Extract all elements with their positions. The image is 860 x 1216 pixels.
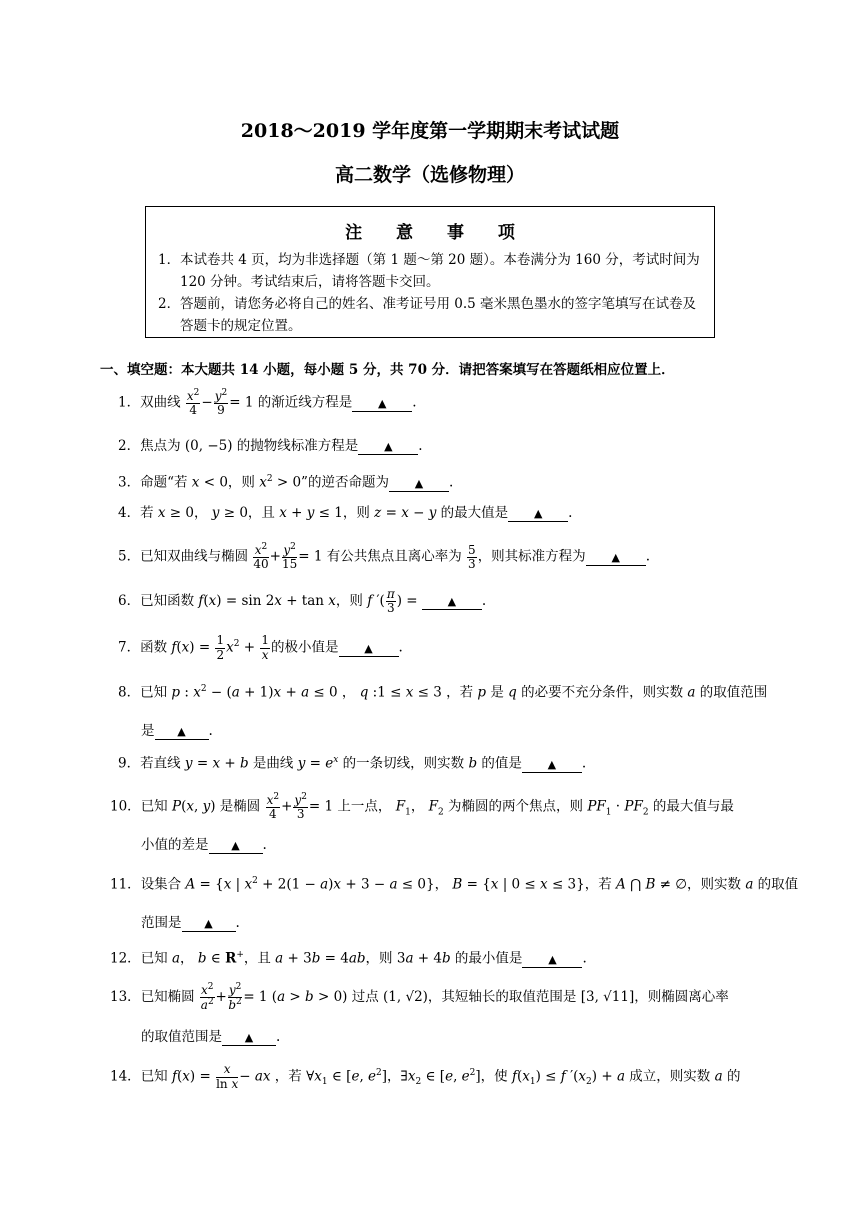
answer-blank: ▲ [358, 440, 418, 455]
notice-item-number: 2． [158, 296, 181, 312]
question-number: 10． [110, 798, 141, 815]
question-8-continuation: 是 ▲ . [141, 723, 213, 739]
answer-blank: ▲ [522, 953, 582, 968]
notice-item [158, 249, 706, 293]
fraction: $\frac{5}{3}$ [468, 542, 476, 571]
fraction: $\frac{x}{\text{ln x}}$ [216, 1062, 239, 1091]
exam-title: 2018～2019 学年度第一学期期末考试试题 [240, 120, 620, 142]
question-number: 9． [118, 755, 141, 772]
question-9: 9．若直线 y = x + b 是曲线 $y = e^x$ 的一条切线，则实数 b 的值是 ▲ . [118, 755, 587, 772]
notice-box [145, 206, 715, 338]
answer-blank: ▲ [155, 725, 209, 740]
answer-blank: ▲ [352, 397, 412, 412]
question-13: 13．已知椭圆 $\frac{x^2}{a^2}$ + $\frac{y^2}{b^2}$ = 1 (a > b > 0) 过点 (1, √2)，其短轴长的取值范围是 [3, √11]，则椭圆离心率 [110, 982, 729, 1013]
fraction: $\frac{y^2}{3}$ [294, 792, 307, 822]
fraction: $\frac{1}{x}$ [261, 633, 270, 662]
answer-blank: ▲ [389, 477, 449, 492]
question-4: 4．若 x ≥ 0， y ≥ 0，且 x + y ≤ 1，则 z = x − y 的最大值是 ▲ . [118, 505, 573, 521]
question-number: 4． [118, 505, 141, 521]
notice-item-number: 1． [158, 252, 181, 268]
question-number: 13． [110, 989, 141, 1006]
fraction: $\frac{x^2}{4}$ [266, 792, 280, 822]
question-6: 6．已知函数 f(x) = sin 2x + tan x，则 f ′( $\frac{\pi}{3}$ ) = ▲ . [118, 587, 487, 616]
question-number: 3． [118, 474, 141, 491]
answer-blank: ▲ [222, 1031, 276, 1046]
question-11: 11．设集合 A = {x | $x^2 + 2(1 - a)x + 3 - a \le 0$}， B = {x | 0 ≤ x ≤ 3}，若 A ⋂ B ≠ ∅，则实数 a 的取值 [110, 876, 799, 893]
notice-item-text: 本试卷共 4 页，均为非选择题（第 1 题～第 20 题）。本卷满分为 160 分，考试时间为 120 分钟。考试结束后，请将答题卡交回。 [180, 252, 700, 290]
notice-heading: 注 意 事 项 [345, 223, 529, 243]
question-number: 5． [118, 548, 141, 565]
question-number: 12． [110, 950, 141, 967]
fraction: $\frac{x^2}{a^2}$ [200, 982, 214, 1013]
fraction: $\frac{y^2}{15}$ [281, 542, 298, 572]
question-3: 3．命题“若 x < 0，则 $x^2 > 0$”的逆否命题为 ▲ . [118, 474, 454, 491]
notice-item-text: 答题前，请您务必将自己的姓名、准考证号用 0.5 毫米黑色墨水的签字笔填写在试卷及答题卡的规定位置。 [180, 296, 697, 334]
question-2: 2．焦点为 (0, −5) 的抛物线标准方程是 ▲ . [118, 438, 423, 454]
question-12: 12．已知 a， b ∈ R+，且 a + 3b = 4ab，则 3a + 4b 的最小值是 ▲ . [110, 950, 587, 967]
question-number: 2． [118, 438, 141, 454]
answer-blank: ▲ [209, 839, 263, 854]
question-13-continuation: 的取值范围是 ▲ . [141, 1029, 281, 1045]
fraction: $\frac{x^2}{4}$ [186, 388, 200, 418]
question-number: 11． [110, 876, 141, 893]
question-number: 1． [118, 394, 141, 411]
question-11-continuation: 范围是 ▲ . [141, 915, 240, 931]
question-5: 5．已知双曲线与椭圆 $\frac{x^2}{40}$ + $\frac{y^2}{15}$ = 1 有公共焦点且离心率为 $\frac{5}{3}$ ，则其标准方程为 ▲ . [118, 542, 650, 572]
question-1: 1．双曲线 $\frac{x^2}{4}$ − $\frac{y^2}{9}$ = 1 的渐近线方程是 ▲ . [118, 388, 417, 418]
notice-item [158, 293, 706, 337]
fraction: $\frac{y^2}{b^2}$ [228, 982, 242, 1013]
section-heading: 一、填空题：本大题共 14 小题，每小题 5 分，共 70 分．请把答案填写在答题纸相应位置上． [100, 362, 675, 378]
question-10: 10．已知 P(x, y) 是椭圆 $\frac{x^2}{4}$ + $\frac{y^2}{3}$ = 1 上一点， $F_1$， $F_2$ 为椭圆的两个焦点，则 $PF_1 \cdot PF_2$ 的最大值与最 [110, 792, 734, 822]
question-number: 7． [118, 639, 141, 656]
question-8: 8．已知 p : $x^2 - (a + 1)x + a \le 0$ ， q :1 ≤ x ≤ 3 ，若 p 是 q 的必要不充分条件，则实数 a 的取值范围 [118, 684, 768, 701]
fraction: $\frac{y^2}{9}$ [214, 388, 228, 418]
answer-blank: ▲ [508, 507, 568, 522]
question-number: 8． [118, 684, 141, 701]
question-14: 14．已知 f(x) = $\frac{x}{\text{ln x}}$ − ax ，若 $\forall x_1$ ∈ [e, $e^2$]，$\exists x_2$ ∈ [e, $e^2$]，使 $f(x_1) \le f$ $'(x_2) + a$ 成立，则实数 a 的 [110, 1062, 741, 1091]
fraction: $\frac{\pi}{3}$ [386, 587, 395, 616]
answer-blank: ▲ [182, 917, 236, 932]
fraction: $\frac{x^2}{40}$ [253, 542, 269, 572]
fraction: $\frac{1}{2}$ [216, 633, 225, 662]
question-number: 6． [118, 593, 141, 610]
exam-subtitle: 高二数学（选修物理） [334, 164, 525, 186]
answer-blank: ▲ [522, 758, 582, 773]
answer-blank: ▲ [339, 642, 399, 657]
question-10-continuation: 小值的差是 ▲ . [141, 837, 267, 853]
question-7: 7．函数 f(x) = $\frac{1}{2}$ $x^2$ + $\frac{1}{x}$ 的极小值是 ▲ . [118, 633, 403, 662]
answer-blank: ▲ [422, 595, 482, 610]
answer-blank: ▲ [586, 551, 646, 566]
question-number: 14． [110, 1068, 141, 1085]
